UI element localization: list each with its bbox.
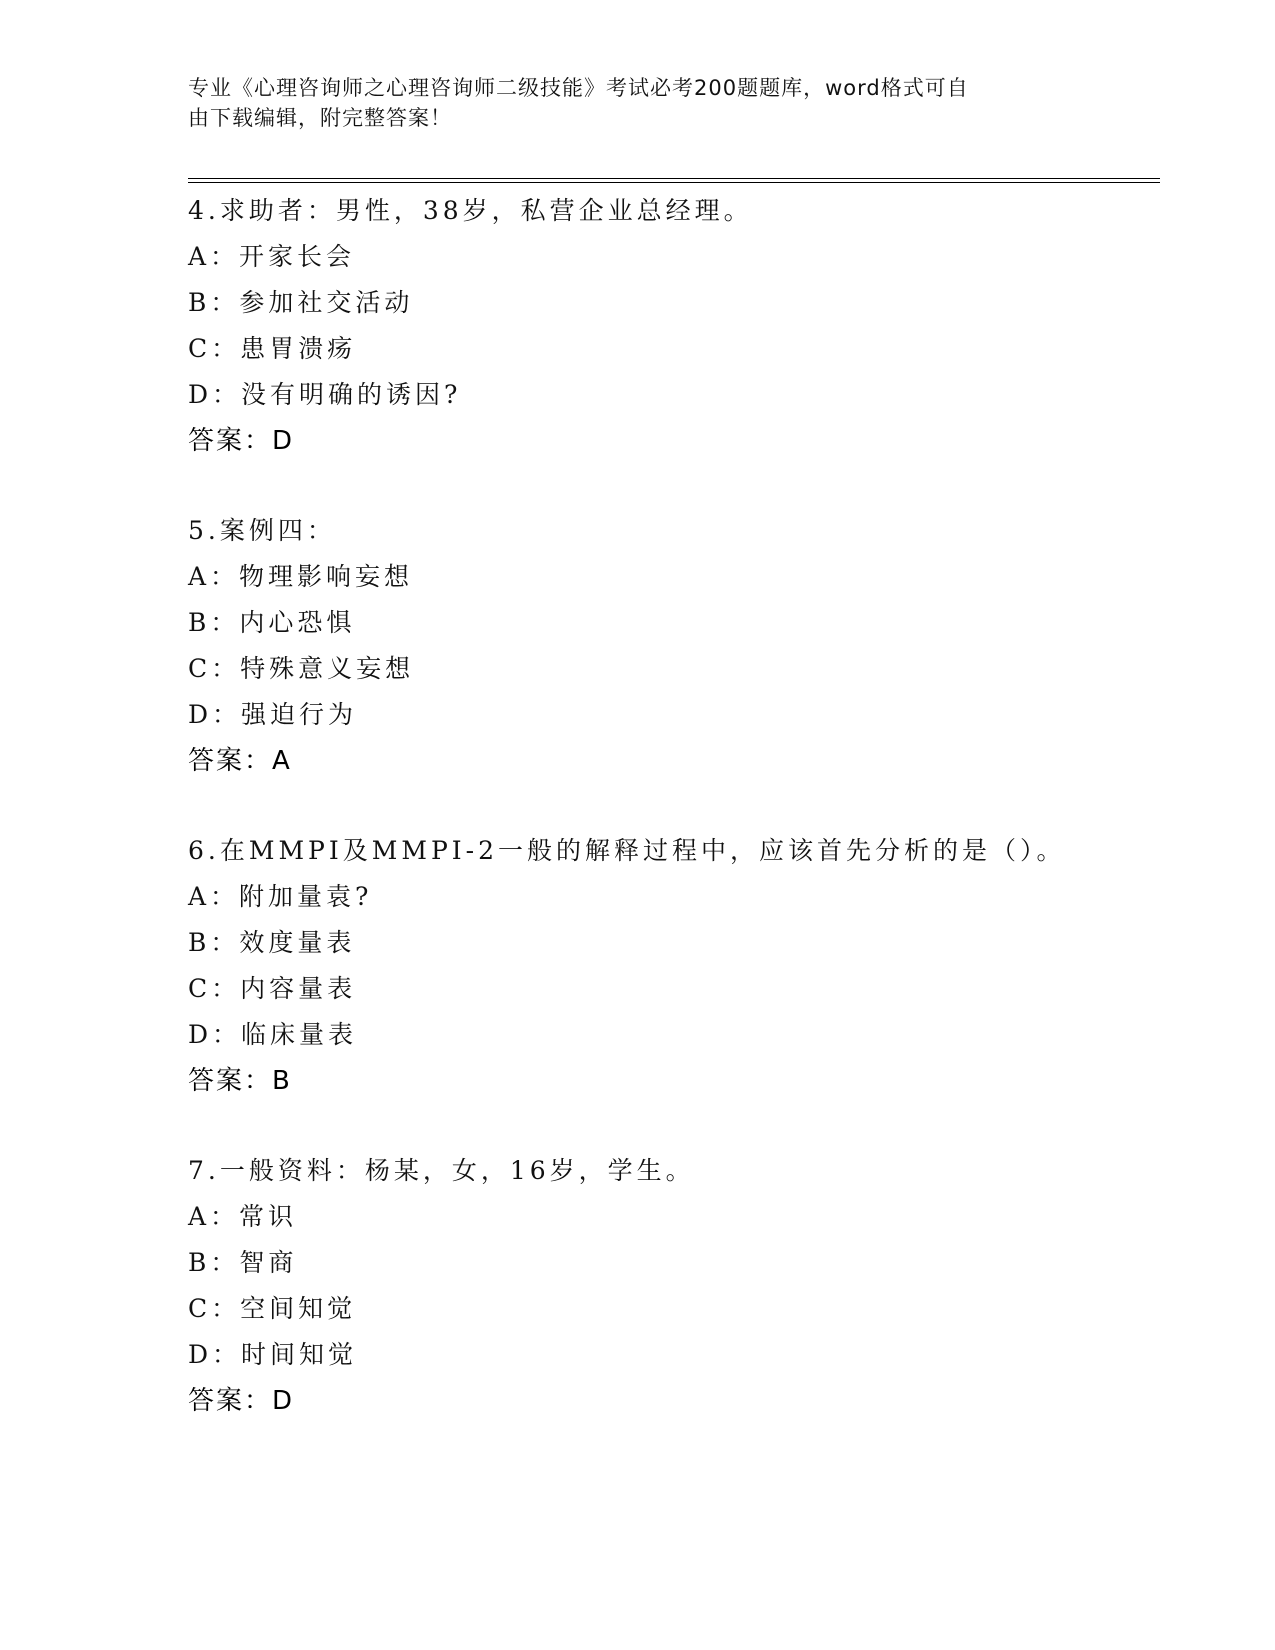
- option-d: D：没有明确的诱因?: [188, 380, 462, 409]
- option-b: B：内心恐惧: [188, 608, 356, 637]
- question-item: [188, 508, 1160, 784]
- option-c: C：空间知觉: [188, 1294, 357, 1323]
- option-d: D：时间知觉: [188, 1340, 358, 1369]
- option-c: C：患胃溃疡: [188, 334, 357, 363]
- question-stem: 5.案例四：: [188, 516, 336, 545]
- option-c: C：内容量表: [188, 974, 357, 1003]
- answer-line: 答案：A: [188, 746, 292, 776]
- header-line-2: 由下载编辑，附完整答案！: [188, 106, 452, 130]
- question-stem: 6.在MMPI及MMPI-2一般的解释过程中，应该首先分析的是（）。: [188, 836, 1066, 865]
- answer-line: 答案：D: [188, 1386, 295, 1416]
- header-line-1: 专业《心理咨询师之心理咨询师二级技能》考试必考200题题库，word格式可自: [188, 76, 969, 100]
- option-b: B：效度量表: [188, 928, 356, 957]
- question-stem: 4.求助者：男性，38岁，私营企业总经理。: [188, 196, 753, 225]
- option-d: D：强迫行为: [188, 700, 358, 729]
- question-list: [188, 188, 1160, 1468]
- option-b: B：参加社交活动: [188, 288, 414, 317]
- option-a: A：常识: [188, 1202, 298, 1231]
- answer-line: 答案：D: [188, 426, 295, 456]
- question-item: [188, 828, 1160, 1104]
- document-header: [188, 73, 1068, 133]
- option-c: C：特殊意义妄想: [188, 654, 415, 683]
- header-divider-bottom: [188, 182, 1160, 183]
- option-a: A：开家长会: [188, 242, 356, 271]
- question-item: [188, 1148, 1160, 1424]
- option-b: B：智商: [188, 1248, 298, 1277]
- option-d: D：临床量表: [188, 1020, 358, 1049]
- option-a: A：物理影响妄想: [188, 562, 414, 591]
- question-stem: 7.一般资料：杨某，女，16岁，学生。: [188, 1156, 695, 1185]
- header-divider-top: [188, 178, 1160, 179]
- option-a: A：附加量袁?: [188, 882, 373, 911]
- question-item: [188, 188, 1160, 464]
- answer-line: 答案：B: [188, 1066, 292, 1096]
